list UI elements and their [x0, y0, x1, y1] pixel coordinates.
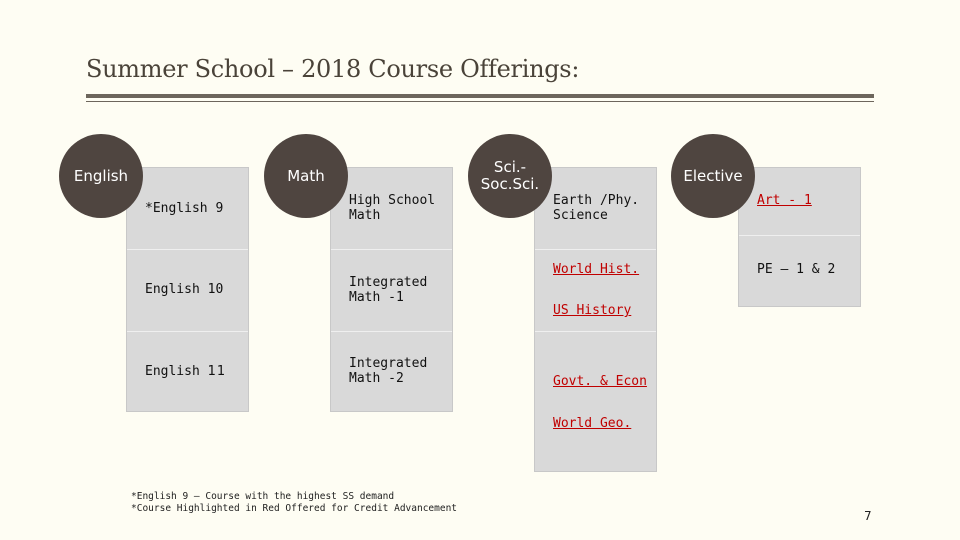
footnote-red-highlight: *Course Highlighted in Red Offered for Credit Advancement: [131, 503, 458, 514]
course-english-10: English 10: [145, 282, 224, 297]
footnotes: [131, 491, 457, 515]
course-english-11: [145, 364, 226, 379]
science-header-circle: [468, 134, 552, 218]
english-header-label: English: [73, 166, 129, 185]
course-art-1: Art - 1: [757, 193, 812, 208]
panel-divider: [535, 249, 656, 250]
footnote-english-9: *English 9 – Course with the highest SS demand: [131, 491, 395, 502]
panel-divider: [331, 331, 452, 332]
course-english-11-number: 11: [207, 364, 227, 379]
science-header-label: Sci.- Soc.Sci.: [480, 158, 540, 193]
course-pe-1-2: PE – 1 & 2: [757, 262, 836, 277]
slide-title: Summer School – 2018 Course Offerings:: [86, 55, 580, 83]
course-english-9: *English 9: [145, 201, 224, 216]
course-high-school-math: High School Math: [349, 193, 436, 223]
course-english-11-main: English: [145, 364, 200, 379]
course-govt-econ: Govt. & Econ: [553, 374, 647, 389]
elective-panel: [738, 167, 861, 307]
course-earth-phy-science: Earth /Phy. Science: [553, 193, 640, 223]
title-rule-thin: [86, 101, 874, 102]
course-world-hist: World Hist.: [553, 262, 640, 277]
math-header-label: Math: [287, 166, 325, 185]
panel-divider: [739, 235, 860, 236]
math-header-circle: [264, 134, 348, 218]
panel-divider: [127, 249, 248, 250]
elective-header-label: Elective: [683, 166, 743, 185]
course-us-history: US History: [553, 303, 632, 318]
title-rule-thick: [86, 94, 874, 98]
course-world-geo: World Geo.: [553, 416, 632, 431]
course-integrated-math-2: Integrated Math -2: [349, 356, 428, 386]
panel-divider: [535, 331, 656, 332]
english-header-circle: [59, 134, 143, 218]
panel-divider: [331, 249, 452, 250]
elective-header-circle: [671, 134, 755, 218]
panel-divider: [127, 331, 248, 332]
page-number: 7: [864, 509, 872, 523]
course-integrated-math-1: Integrated Math -1: [349, 275, 428, 305]
